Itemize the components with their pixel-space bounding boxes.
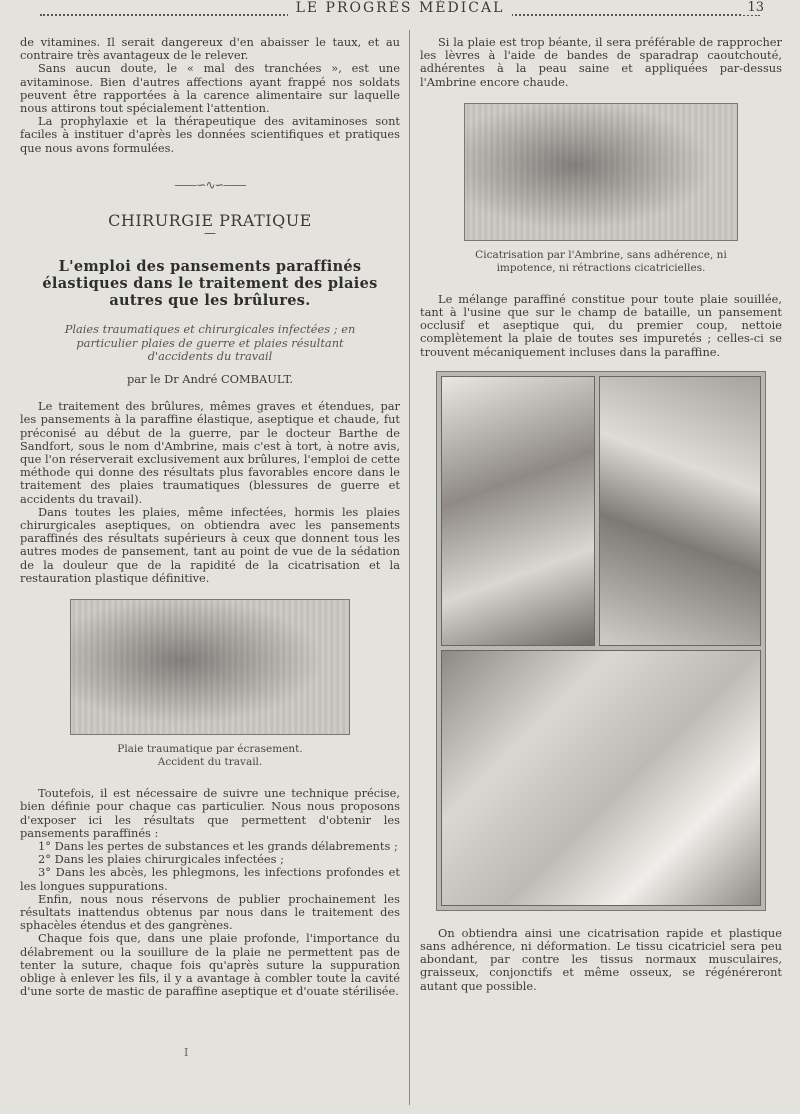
- photo-panel-top-left: [441, 376, 595, 646]
- paragraph: Le traitement des brûlures, mêmes graves et étendues, par les pansements à la paraffine élastique, aseptique et chaude, fut préconisé au début de la guerre, par le docteur Barthe de Sandfort, sous le nom d'Ambrine, mais c'est à tort, à notre avis, que l'on réserverait exclusivement aux brûlures, l'emploi de cette méthode qui donne des résultats plus favorables encore dans le traitement des plaies traumatiques (blessures de guerre et accidents du travail).: [20, 399, 400, 506]
- caption-line: impotence, ni rétractions cicatricielles.: [496, 261, 706, 274]
- paragraph: de vitamines. Il serait dangereux d'en abaisser le taux, et au contraire très avantageux de le relever.: [20, 35, 400, 63]
- figure-healed-scar-photo: [464, 103, 738, 241]
- caption-line: Cicatrisation par l'Ambrine, sans adhérence, ni: [475, 248, 727, 261]
- figure-hand-photos: [436, 371, 766, 911]
- numbered-list: [20, 840, 400, 893]
- page-header: [0, 0, 800, 22]
- section-dash: —: [204, 226, 216, 241]
- caption-line: Accident du travail.: [157, 756, 263, 769]
- paragraph: On obtiendra ainsi une cicatrisation rapide et plastique sans adhérence, ni déformation. Le tissu cicatriciel sera peu abondant, par contre les tissus normaux musculaires, graisseux, conjonctifs et même osseux, se régénéreront autant que possible.: [420, 925, 782, 993]
- paragraph: Enfin, nous nous réservons de publier prochainement les résultats inattendus obtenus par nous dans le traitement des sphacèles étendus et des gangrènes.: [20, 891, 400, 933]
- list-item: 1° Dans les pertes de substances et les grands délabrements ;: [38, 838, 398, 853]
- photo-panel-bottom: [441, 650, 761, 906]
- photo-shading: [71, 600, 349, 734]
- paragraph: La prophylaxie et la thérapeutique des avitaminoses sont faciles à instituer d'après les données scientifiques et pratiques que nous avons formulées.: [20, 114, 400, 155]
- list-item: 3° Dans les abcès, les phlegmons, les infections profondes et les longues suppurations.: [20, 865, 400, 893]
- byline: par le Dr André COMBAULT.: [126, 372, 294, 387]
- journal-title: LE PROGRÈS MÉDICAL: [0, 0, 800, 16]
- section-ornament: ——∽∿∽——: [174, 177, 246, 192]
- bottom-mark: I: [184, 1046, 189, 1059]
- column-divider: [409, 30, 410, 1105]
- paragraph: Le mélange paraffiné constitue pour toute plaie souillée, tant à l'usine que sur le champ de bataille, un pansement occlusif et aseptique qui, du premier coup, nettoie complètement la plaie de toutes ses impuretés ; celles-ci se trouvent mécaniquement incluses dans la paraffine.: [420, 291, 782, 359]
- left-column: [20, 36, 400, 998]
- section-title: CHIRURGIE PRATIQUE: [108, 211, 312, 231]
- list-item: 2° Dans les plaies chirurgicales infectées ;: [38, 852, 284, 867]
- photo-panel-top-right: [599, 376, 761, 646]
- figure-crushed-wound-photo: [70, 599, 350, 735]
- photo-shading: [465, 104, 737, 240]
- page-number: 13: [741, 0, 764, 15]
- right-column: [420, 36, 782, 993]
- caption-line: Plaie traumatique par écrasement.: [117, 743, 303, 756]
- paragraph: Toutefois, il est nécessaire de suivre une technique précise, bien définie pour chaque cas particulier. Nous nous proposons d'exposer ici les résultats que permettent d'obtenir les pansements paraffinés :: [20, 786, 400, 840]
- paragraph: Dans toutes les plaies, même infectées, hormis les plaies chirurgicales aseptiques, on obtiendra avec les pansements paraffinés des résultats supérieurs à ceux que donnent tous les autres modes de pansement, tant au point de vue de la sédation de la douleur que de la rapidité de la cicatrisation et la restauration plastique définitive.: [20, 504, 400, 585]
- article-subtitle: Plaies traumatiques et chirurgicales infectées ; en particulier plaies de guerre et plaies résultant d'accidents du travail: [64, 322, 356, 363]
- article-title: L'emploi des pansements paraffinés élastiques dans le traitement des plaies autres que les brûlures.: [42, 258, 378, 310]
- paragraph: Chaque fois que, dans une plaie profonde, l'importance du délabrement ou la souillure de la plaie ne permettent pas de tenter la suture, chaque fois qu'après suture la suppuration oblige à enlever les fils, il y a avantage à combler toute la cavité d'une sorte de mastic de paraffine aseptique et d'ouate stérilisée.: [20, 931, 400, 999]
- paragraph: Si la plaie est trop béante, il sera préférable de rapprocher les lèvres à l'aide de bandes de sparadrap caoutchouté, adhérentes à la peau saine et appliquées par-dessus l'Ambrine encore chaude.: [420, 35, 782, 89]
- figure-caption: [20, 743, 400, 769]
- figure-caption: [420, 249, 782, 275]
- paragraph: Sans aucun doute, le « mal des tranchées », est une avitaminose. Bien d'autres affections ayant frappé nos soldats peuvent être rapportées à la carence alimentaire sur laquelle nous attirons tout spécialement l'attention.: [20, 61, 400, 116]
